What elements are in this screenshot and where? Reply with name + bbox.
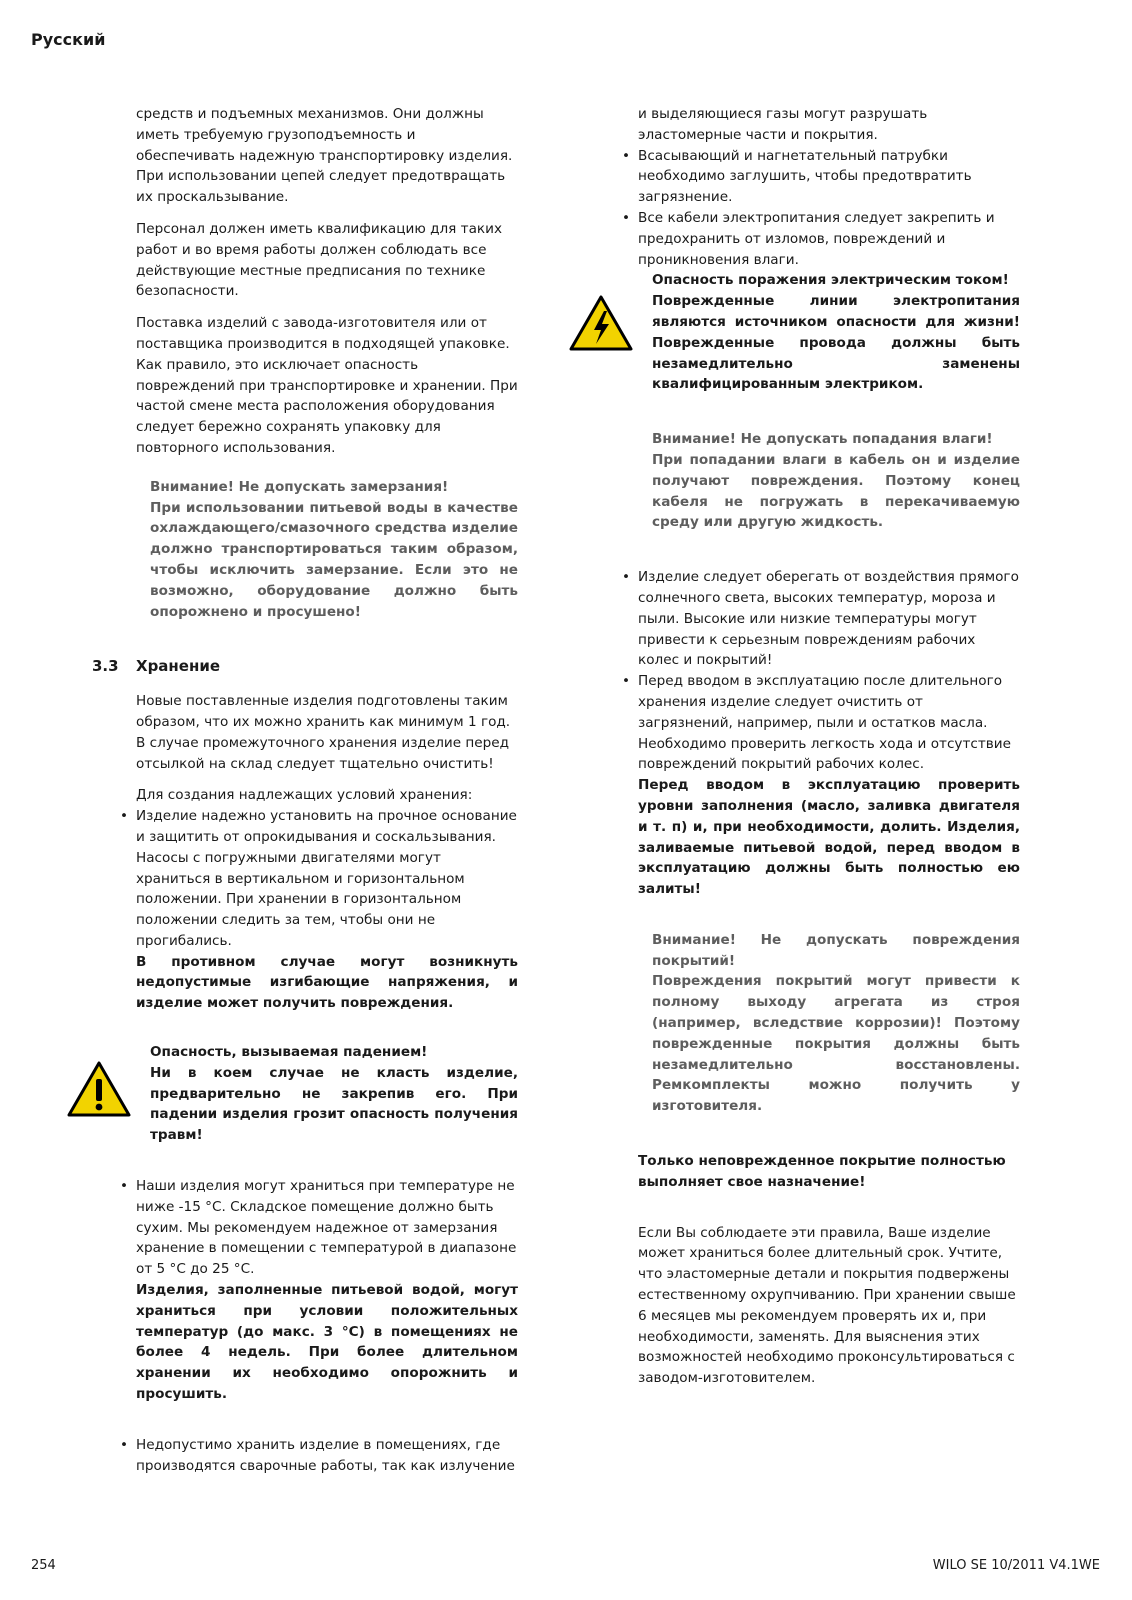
section-title: Хранение: [136, 657, 221, 676]
list-item-text: Недопустимо хранить изделие в помещениях, где производятся сварочные работы, так как излучение: [136, 1436, 515, 1474]
bullet-glyph: •: [120, 1178, 129, 1195]
list-item: [622, 208, 1020, 270]
note-title: Внимание! Не допускать замерзания!: [150, 478, 449, 495]
warning-title: Опасность, вызываемая падением!: [150, 1044, 428, 1061]
bullet-list: [120, 806, 518, 1014]
list-item: [120, 1435, 518, 1477]
note-title: Внимание! Не допускать повреждения покрытий!: [652, 931, 1020, 969]
paragraph: Поставка изделий с завода-изготовителя или от поставщика производится в подходящей упаковке. Как правило, это исключает опасность повреждений при транспортировке и хранении. При частой смене места расположения оборудования следует бережно сохранять упаковку для повторного использования.: [136, 315, 518, 456]
warning-triangle-icon: [66, 1060, 132, 1118]
paragraph: средств и подъемных механизмов. Они должны иметь требуемую грузоподъемность и обеспечивать надежную транспортировку изделия. При использовании цепей следует предотвращать их проскальзывание.: [136, 106, 513, 206]
list-item: [120, 1176, 518, 1405]
list-item: [622, 567, 1020, 671]
list-item-emphasis: В противном случае могут возникнуть недопустимые изгибающие напряжения, и изделие может получить повреждения.: [136, 953, 518, 1012]
paragraph: и выделяющиеся газы могут разрушать эластомерные части и покрытия.: [638, 106, 928, 143]
bullet-glyph: •: [120, 1436, 129, 1453]
warning-fall: [150, 1042, 518, 1146]
bullet-list: [622, 567, 1020, 900]
bullet-glyph: •: [622, 569, 631, 586]
list-item-text: Изделие надежно установить на прочное основание и защитить от опрокидывания и соскальзывания. Насосы с погружными двигателями могут храниться в вертикальном и горизонтальном положении. При хранении в горизонтальном положении следить за тем, чтобы они не прогибались.: [136, 808, 517, 949]
note-text: При попадании влаги в кабель он и изделие получают повреждения. Поэтому конец кабеля не погружать в перекачиваемую среду или другую жидкость.: [652, 451, 1020, 531]
note-title: Внимание! Не допускать попадания влаги!: [652, 431, 993, 448]
section-heading: [92, 656, 518, 677]
list-item-emphasis: Перед вводом в эксплуатацию проверить уровни заполнения (масло, заливка двигателя и т. п) и, при необходимости, долить. Изделия, заливаемые питьевой водой, перед вводом в эксплуатацию должны быть полностью ею залиты!: [638, 777, 1020, 898]
electric-hazard-icon: [568, 294, 634, 352]
bullet-glyph: •: [622, 147, 631, 164]
list-item: [622, 671, 1020, 900]
list-item-text: Изделие следует оберегать от воздействия прямого солнечного света, высоких температур, мороза и пыли. Высокие или низкие температуры могут привести к серьезным повреждениям рабочих колес и покрытий!: [638, 569, 1019, 669]
note-frost: [150, 477, 518, 623]
paragraph: Персонал должен иметь квалификацию для таких работ и во время работы должен соблюдать все действующие местные предписания по технике безопасности.: [136, 220, 503, 300]
paragraph: Для создания надлежащих условий хранения:: [136, 787, 473, 804]
warning-electric: [652, 270, 1020, 395]
section-number: 3.3: [92, 657, 119, 676]
paragraph: Если Вы соблюдаете эти правила, Ваше изделие может храниться более длительный срок. Учтите, что эластомерные детали и покрытия подвержены естественному охрупчиванию. При хранении свыше 6 месяцев мы рекомендуем проверять их и, при необходимости, заменять. Для выяснения этих возможностей необходимо проконсультироваться с заводом-изготовителем.: [638, 1224, 1016, 1387]
paragraph: Новые поставленные изделия подготовлены таким образом, что их можно хранить как минимум 1 год. В случае промежуточного хранения изделие перед отсылкой на склад следует тщательно очистить!: [136, 693, 511, 772]
bullet-list: [120, 1176, 518, 1476]
list-item-text: Наши изделия могут храниться при температуре не ниже -15 °C. Складское помещение должно быть сухим. Мы рекомендуем надежное от замерзания хранение в помещении с температурой в диапазоне от 5 °C до 25 °C.: [136, 1178, 517, 1278]
list-item: [120, 806, 518, 1014]
note-moisture: [652, 429, 1020, 533]
right-column: [622, 104, 1020, 1400]
page-language-header: Русский: [31, 30, 106, 49]
bullet-glyph: •: [622, 209, 631, 226]
list-item-emphasis: Изделия, заполненные питьевой водой, могут храниться при условии положительных температур (до макс. 3 °C) в помещениях не более 4 недель. При более длительном хранении их необходимо опорожнить и просушить.: [136, 1282, 518, 1403]
bullet-list: [622, 146, 1020, 271]
note-text: При использовании питьевой воды в качестве охлаждающего/смазочного средства изделие должно транспортироваться таким образом, чтобы исключить замерзание. Если это не возможно, оборудование должно быть опорожнено и просушено!: [150, 499, 518, 620]
warning-title: Опасность поражения электрическим током!: [652, 272, 1009, 289]
document-id: WILO SE 10/2011 V4.1WE: [932, 1558, 1100, 1573]
list-item-text: Все кабели электропитания следует закрепить и предохранить от изломов, повреждений и проникновения влаги.: [638, 209, 995, 268]
page-number: 254: [31, 1558, 56, 1573]
note-text: Повреждения покрытий могут привести к полному выходу агрегата из строя (например, вследствие коррозии)! Поэтому поврежденные покрытия должны быть незамедлительно восстановлены. Ремкомплекты можно получить у изготовителя.: [652, 973, 1020, 1115]
list-item: [622, 146, 1020, 208]
note-coating: [652, 930, 1020, 1117]
paragraph-emphasis: Только неповрежденное покрытие полностью выполняет свое назначение!: [638, 1153, 1006, 1190]
list-item-text: Перед вводом в эксплуатацию после длительного хранения изделие следует очистить от загрязнений, например, пыли и остатков масла. Необходимо проверить легкость хода и отсутствие повреждений покрытий рабочих колес.: [638, 673, 1011, 773]
bullet-glyph: •: [120, 808, 129, 825]
list-item-text: Всасывающий и нагнетательный патрубки необходимо заглушить, чтобы предотвратить загрязнение.: [638, 147, 972, 206]
bullet-glyph: •: [622, 673, 631, 690]
left-column: [92, 104, 518, 1476]
warning-text: Ни в коем случае не класть изделие, предварительно не закрепив его. При падении изделия грозит опасность получения травм!: [150, 1064, 518, 1144]
warning-text: Поврежденные линии электропитания являются источником опасности для жизни! Поврежденные провода должны быть незамедлительно заменены квалифицированным электриком.: [652, 293, 1020, 393]
